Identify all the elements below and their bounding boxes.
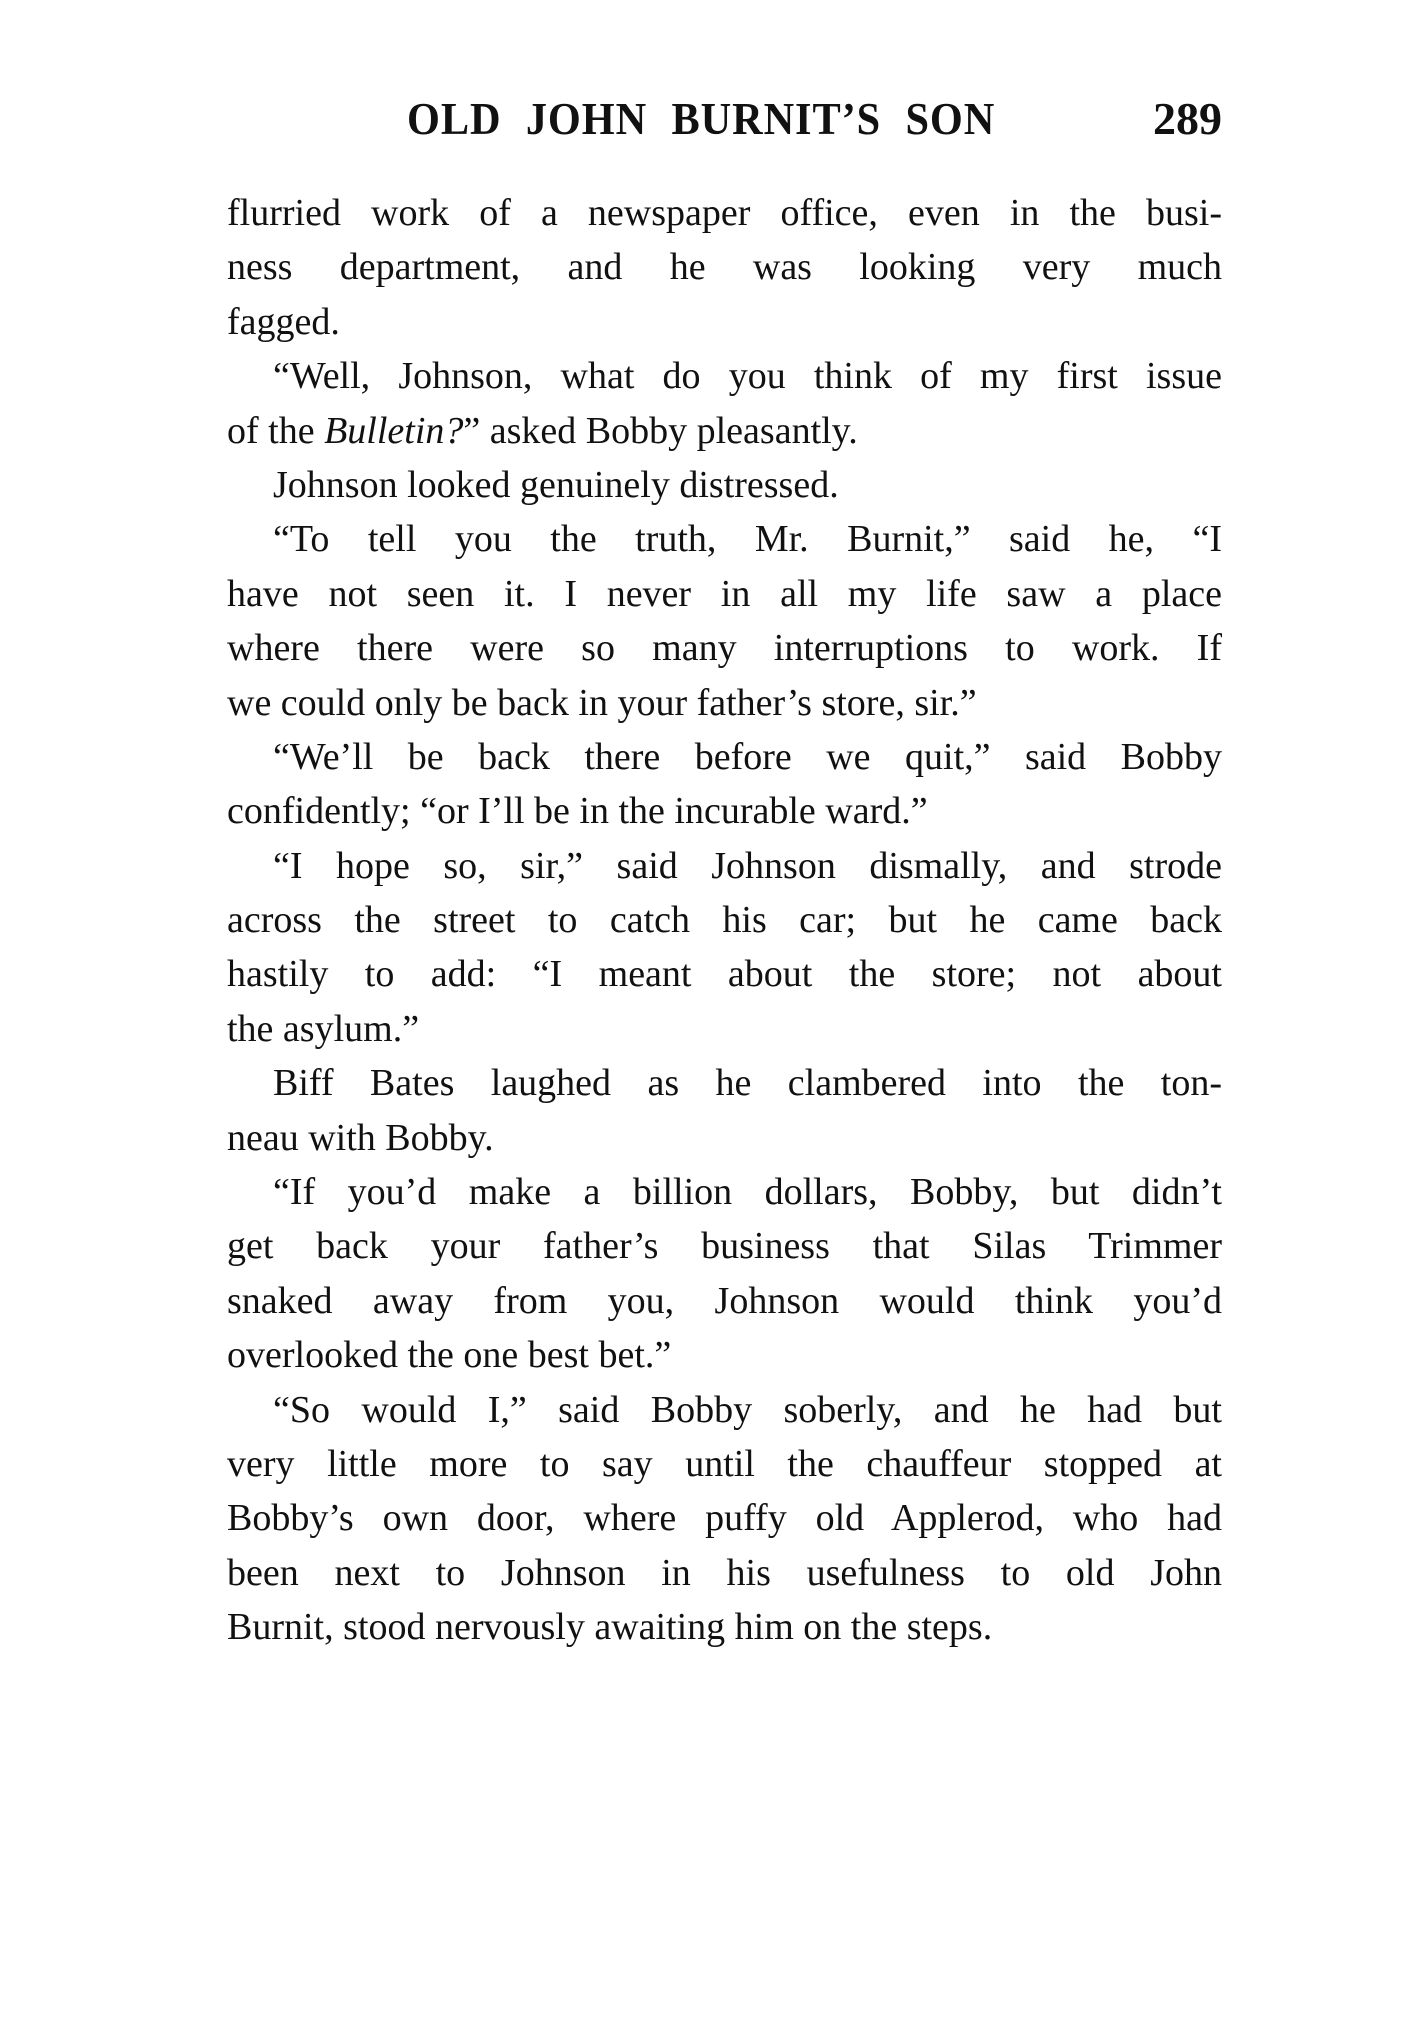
body-text	[227, 186, 1222, 1655]
text-line	[227, 839, 1222, 893]
text-line	[227, 947, 1222, 1001]
text-segment: neau with Bobby.	[227, 1116, 494, 1159]
running-title: OLD JOHN BURNIT’S SON	[407, 93, 996, 144]
text-line	[227, 186, 1222, 240]
text-segment: “We’ll be back there before we quit,” said Bobby	[273, 735, 1222, 778]
text-line	[227, 1437, 1222, 1491]
text-segment: ” asked Bobby pleasantly.	[463, 409, 858, 452]
text-line	[227, 1219, 1222, 1273]
text-line	[227, 1056, 1222, 1110]
text-line	[227, 784, 1222, 838]
text-line	[227, 1546, 1222, 1600]
text-segment: “To tell you the truth, Mr. Burnit,” said he, “I	[273, 518, 1222, 561]
text-segment: “Well, Johnson, what do you think of my first issue	[273, 355, 1222, 398]
text-line	[227, 567, 1222, 621]
text-segment: where there were so many interruptions to work. If	[227, 627, 1222, 670]
text-line	[227, 1491, 1222, 1545]
text-segment: Johnson looked genuinely distressed.	[273, 463, 839, 506]
text-line	[227, 1111, 1222, 1165]
text-line	[227, 893, 1222, 947]
text-line	[227, 621, 1222, 675]
text-segment: Biff Bates laughed as he clambered into the ton-	[273, 1062, 1222, 1105]
text-segment: confidently; “or I’ll be in the incurable ward.”	[227, 790, 928, 833]
page-header	[227, 92, 1222, 152]
text-line	[227, 1274, 1222, 1328]
text-segment: we could only be back in your father’s store, sir.”	[227, 681, 977, 724]
italic-title: Bulletin?	[324, 409, 464, 452]
text-segment: fagged.	[227, 300, 340, 343]
text-segment: overlooked the one best bet.”	[227, 1334, 672, 1377]
page-number: 289	[1153, 93, 1222, 144]
text-line	[227, 295, 1222, 349]
text-segment: “If you’d make a billion dollars, Bobby, but didn’t	[273, 1171, 1222, 1214]
text-line	[227, 1600, 1222, 1654]
text-segment: flurried work of a newspaper office, even in the busi-	[227, 192, 1222, 234]
text-segment: “So would I,” said Bobby soberly, and he had but	[273, 1388, 1222, 1431]
text-segment: Bobby’s own door, where puffy old Applerod, who had	[227, 1497, 1222, 1540]
text-segment: ness department, and he was looking very much	[227, 246, 1222, 289]
text-segment: Burnit, stood nervously awaiting him on the steps.	[227, 1606, 993, 1649]
text-line	[227, 1328, 1222, 1382]
text-segment: hastily to add: “I meant about the store; not about	[227, 953, 1222, 996]
text-line	[227, 240, 1222, 294]
text-line	[227, 404, 1222, 458]
text-line	[227, 512, 1222, 566]
text-segment: been next to Johnson in his usefulness to old John	[227, 1551, 1222, 1594]
text-segment: very little more to say until the chauffeur stopped at	[227, 1442, 1222, 1485]
text-line	[227, 676, 1222, 730]
text-segment: get back your father’s business that Silas Trimmer	[227, 1225, 1222, 1268]
text-segment: of the	[227, 409, 325, 452]
text-segment: snaked away from you, Johnson would think you’d	[227, 1279, 1222, 1322]
text-segment: “I hope so, sir,” said Johnson dismally, and strode	[273, 844, 1222, 887]
text-line	[227, 1002, 1222, 1056]
text-line	[227, 458, 1222, 512]
text-line	[227, 349, 1222, 403]
text-line	[227, 1383, 1222, 1437]
text-segment: the asylum.”	[227, 1007, 420, 1050]
text-line	[227, 730, 1222, 784]
text-segment: across the street to catch his car; but he came back	[227, 899, 1222, 942]
text-line	[227, 1165, 1222, 1219]
text-segment: have not seen it. I never in all my life saw a place	[227, 572, 1222, 615]
